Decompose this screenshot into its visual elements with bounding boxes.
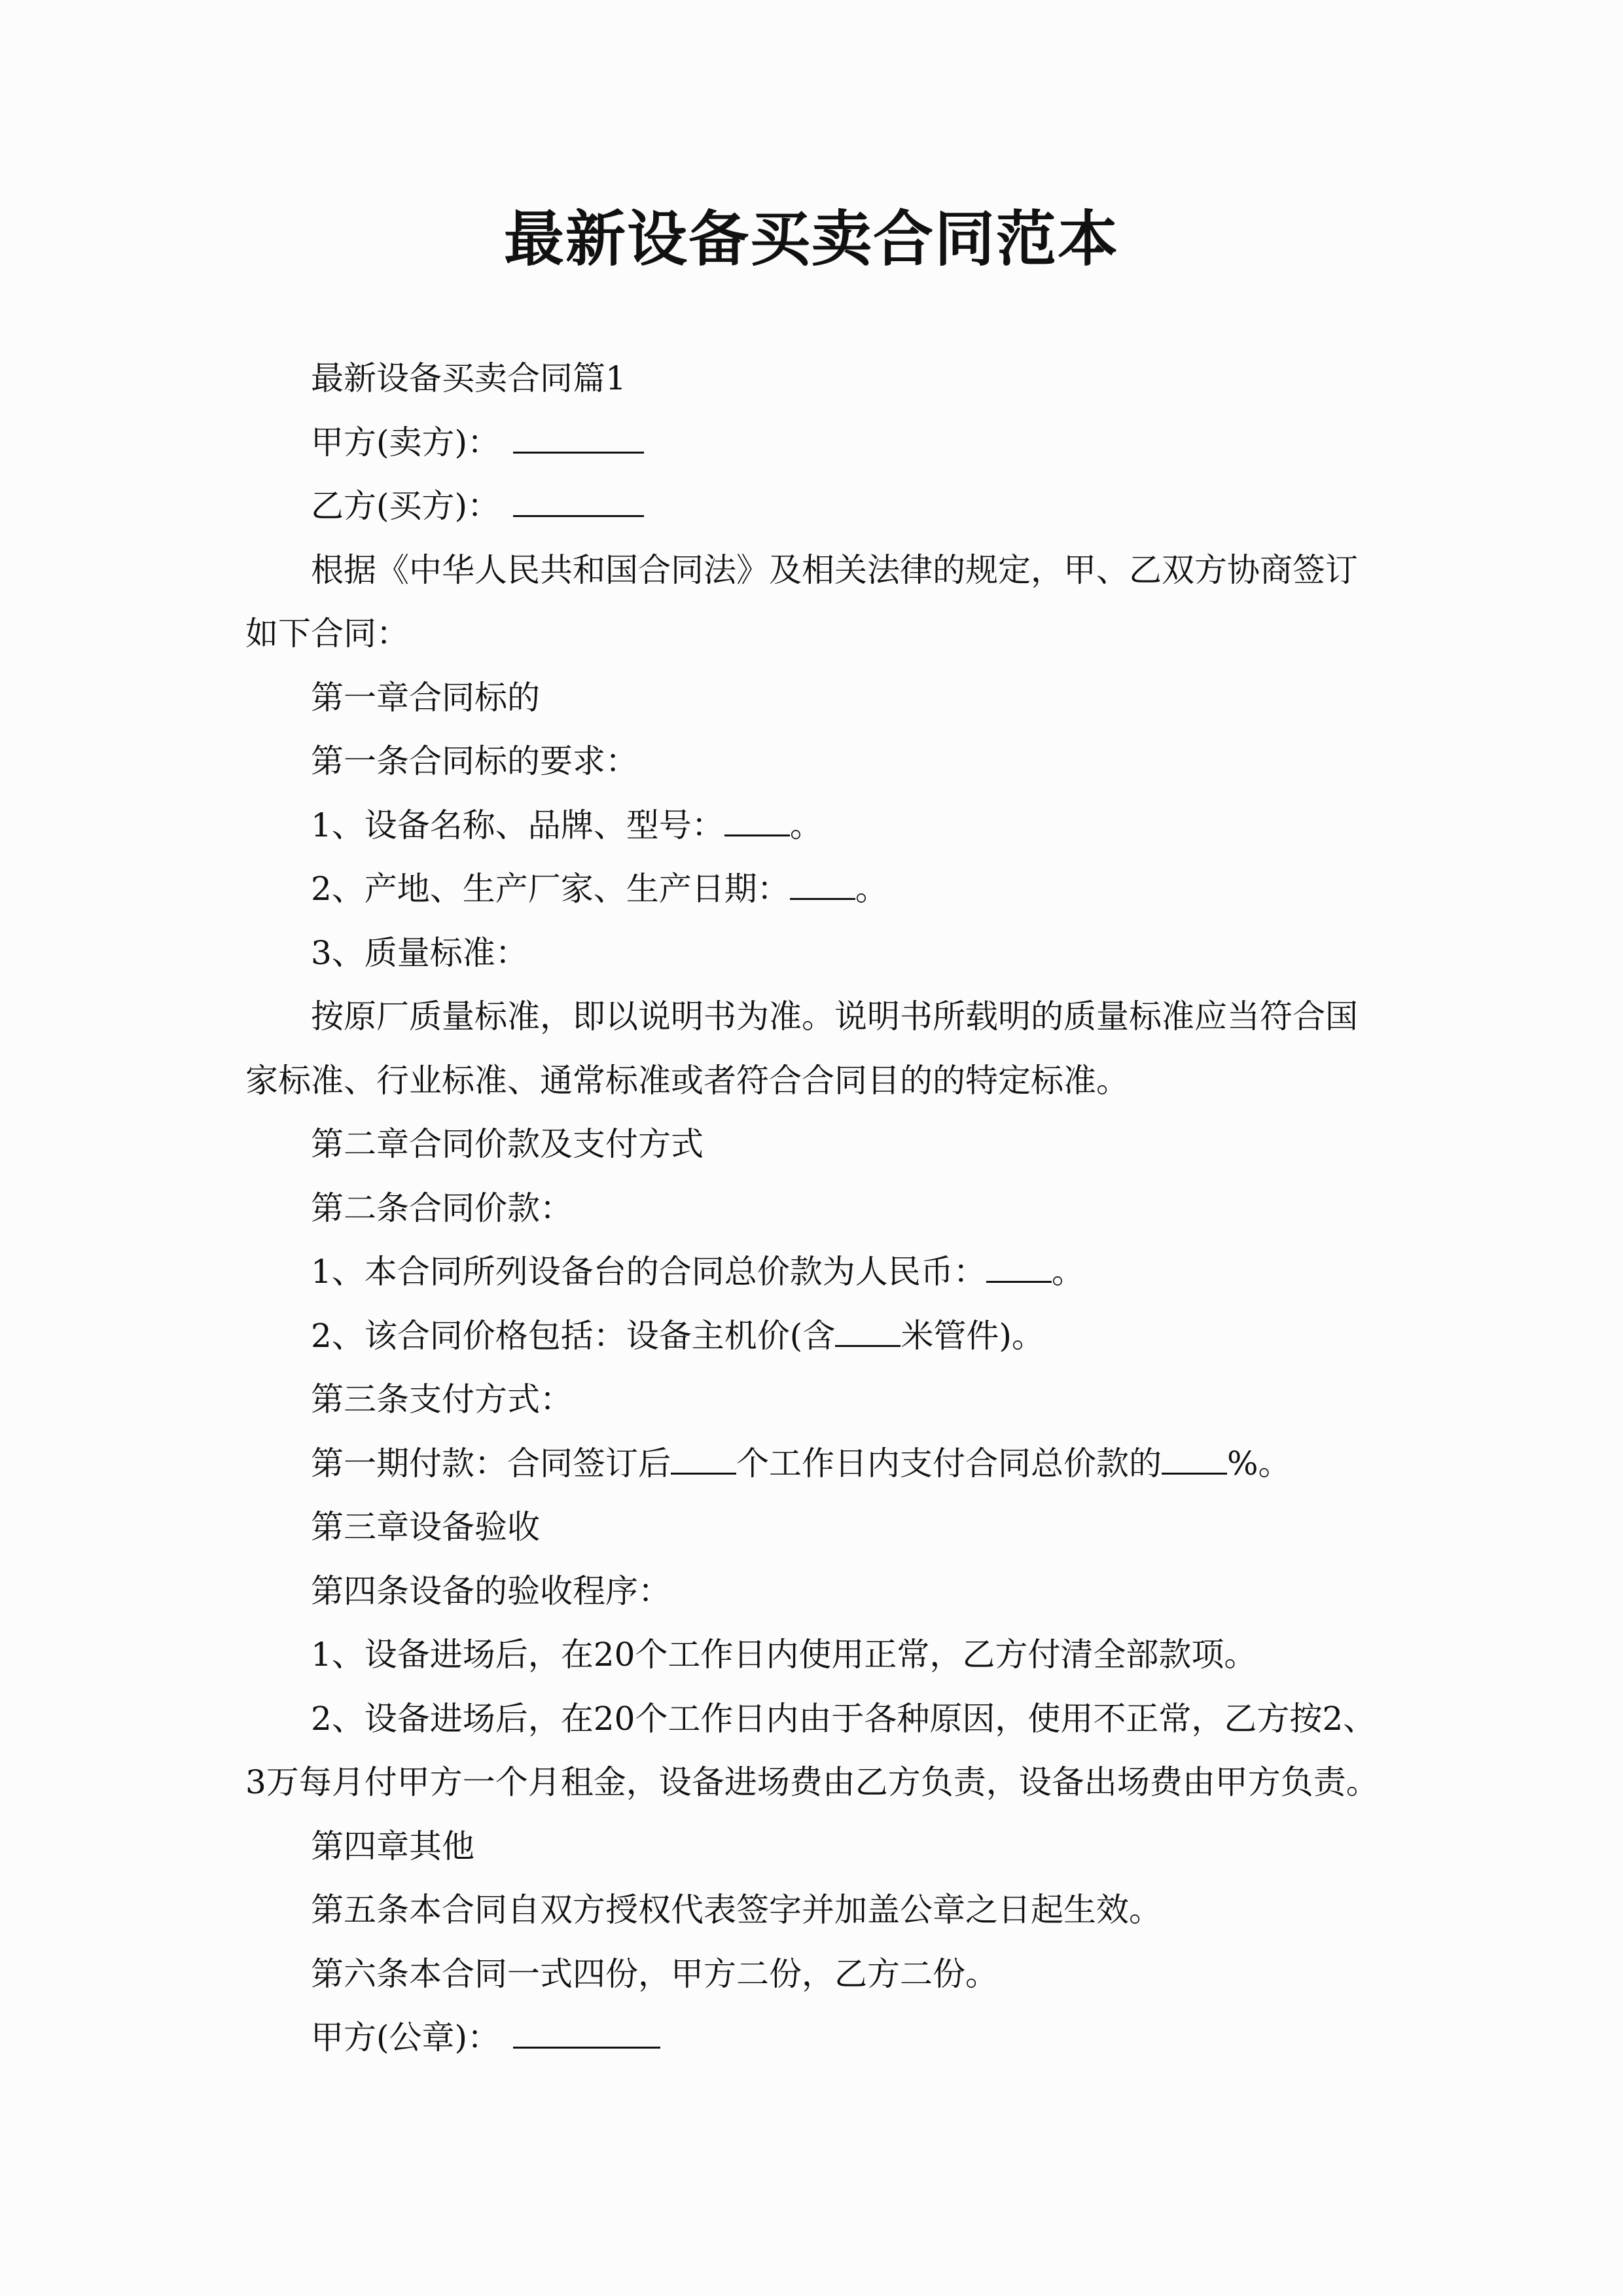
chapter3-item2: 2、设备进场后，在20个工作日内由于各种原因，使用不正常，乙方按2、3万每月付甲方一个月租金，设备进场费由乙方负责，设备出场费由甲方负责。 <box>245 1699 1379 1801</box>
article5: 第五条本合同自双方授权代表签字并加盖公章之日起生效。 <box>311 1891 1162 1929</box>
item-suffix: 。 <box>1051 1253 1084 1291</box>
chapter2-item2 <box>245 1304 1381 1369</box>
party-b-label: 乙方(买方)： <box>311 487 501 525</box>
party-a-blank[interactable] <box>513 423 644 454</box>
article3-title: 第三条支付方式： <box>311 1380 573 1418</box>
percent-blank[interactable] <box>1162 1444 1227 1475</box>
chapter4-title: 第四章其他 <box>311 1827 474 1865</box>
item-text: 1、设备名称、品牌、型号： <box>311 806 724 844</box>
item-text: 1、本合同所列设备台的合同总价款为人民币： <box>311 1253 986 1291</box>
document-body <box>245 347 1381 2070</box>
item-suffix: %。 <box>1227 1444 1291 1482</box>
preamble: 根据《中华人民共和国合同法》及相关法律的规定，甲、乙双方协商签订如下合同： <box>245 550 1358 653</box>
seal-a-blank[interactable] <box>513 2018 660 2049</box>
document-title: 最新设备买卖合同范本 <box>503 204 1119 274</box>
section-heading: 最新设备买卖合同篇1 <box>311 359 626 397</box>
article1-title: 第一条合同标的要求： <box>311 742 638 780</box>
item-text: 个工作日内支付合同总价款的 <box>736 1444 1162 1482</box>
chapter1-item1 <box>245 794 1381 858</box>
payment-line <box>245 1432 1381 1496</box>
quality-text: 按原厂质量标准，即以说明书为准。说明书所载明的质量标准应当符合国家标准、行业标准、通常标准或者符合合同目的的特定标准。 <box>245 997 1358 1100</box>
item-text: 第一期付款：合同签订后 <box>311 1444 671 1482</box>
chapter1-item3: 3、质量标准： <box>311 933 528 972</box>
article6: 第六条本合同一式四份，甲方二份，乙方二份。 <box>311 1954 998 1993</box>
article4-title: 第四条设备的验收程序： <box>311 1571 671 1610</box>
chapter2-item1 <box>245 1240 1381 1304</box>
pipe-length-blank[interactable] <box>835 1316 901 1347</box>
item-text: 2、产地、生产厂家、生产日期： <box>311 870 790 908</box>
party-a-label: 甲方(卖方)： <box>311 423 501 461</box>
party-b-blank[interactable] <box>513 486 644 517</box>
article2-title: 第二条合同价款： <box>311 1189 573 1227</box>
workdays-blank[interactable] <box>671 1444 736 1475</box>
item-text: 2、该合同价格包括：设备主机价(含 <box>311 1316 836 1355</box>
party-b-line <box>245 475 1381 539</box>
item-suffix: 米管件)。 <box>901 1316 1044 1355</box>
chapter1-title: 第一章合同标的 <box>311 678 540 717</box>
item-suffix: 。 <box>855 870 888 908</box>
equipment-name-blank[interactable] <box>724 806 790 836</box>
chapter1-item2 <box>245 857 1381 922</box>
party-a-line <box>245 411 1381 475</box>
seal-a-label: 甲方(公章)： <box>311 2018 501 2056</box>
seal-a-line <box>245 2006 1381 2070</box>
origin-blank[interactable] <box>790 869 855 900</box>
chapter2-title: 第二章合同价款及支付方式 <box>311 1125 704 1163</box>
total-price-blank[interactable] <box>986 1252 1052 1283</box>
chapter3-item1: 1、设备进场后，在20个工作日内使用正常，乙方付清全部款项。 <box>311 1636 1257 1674</box>
item-suffix: 。 <box>789 806 823 844</box>
chapter3-title: 第三章设备验收 <box>311 1508 540 1546</box>
